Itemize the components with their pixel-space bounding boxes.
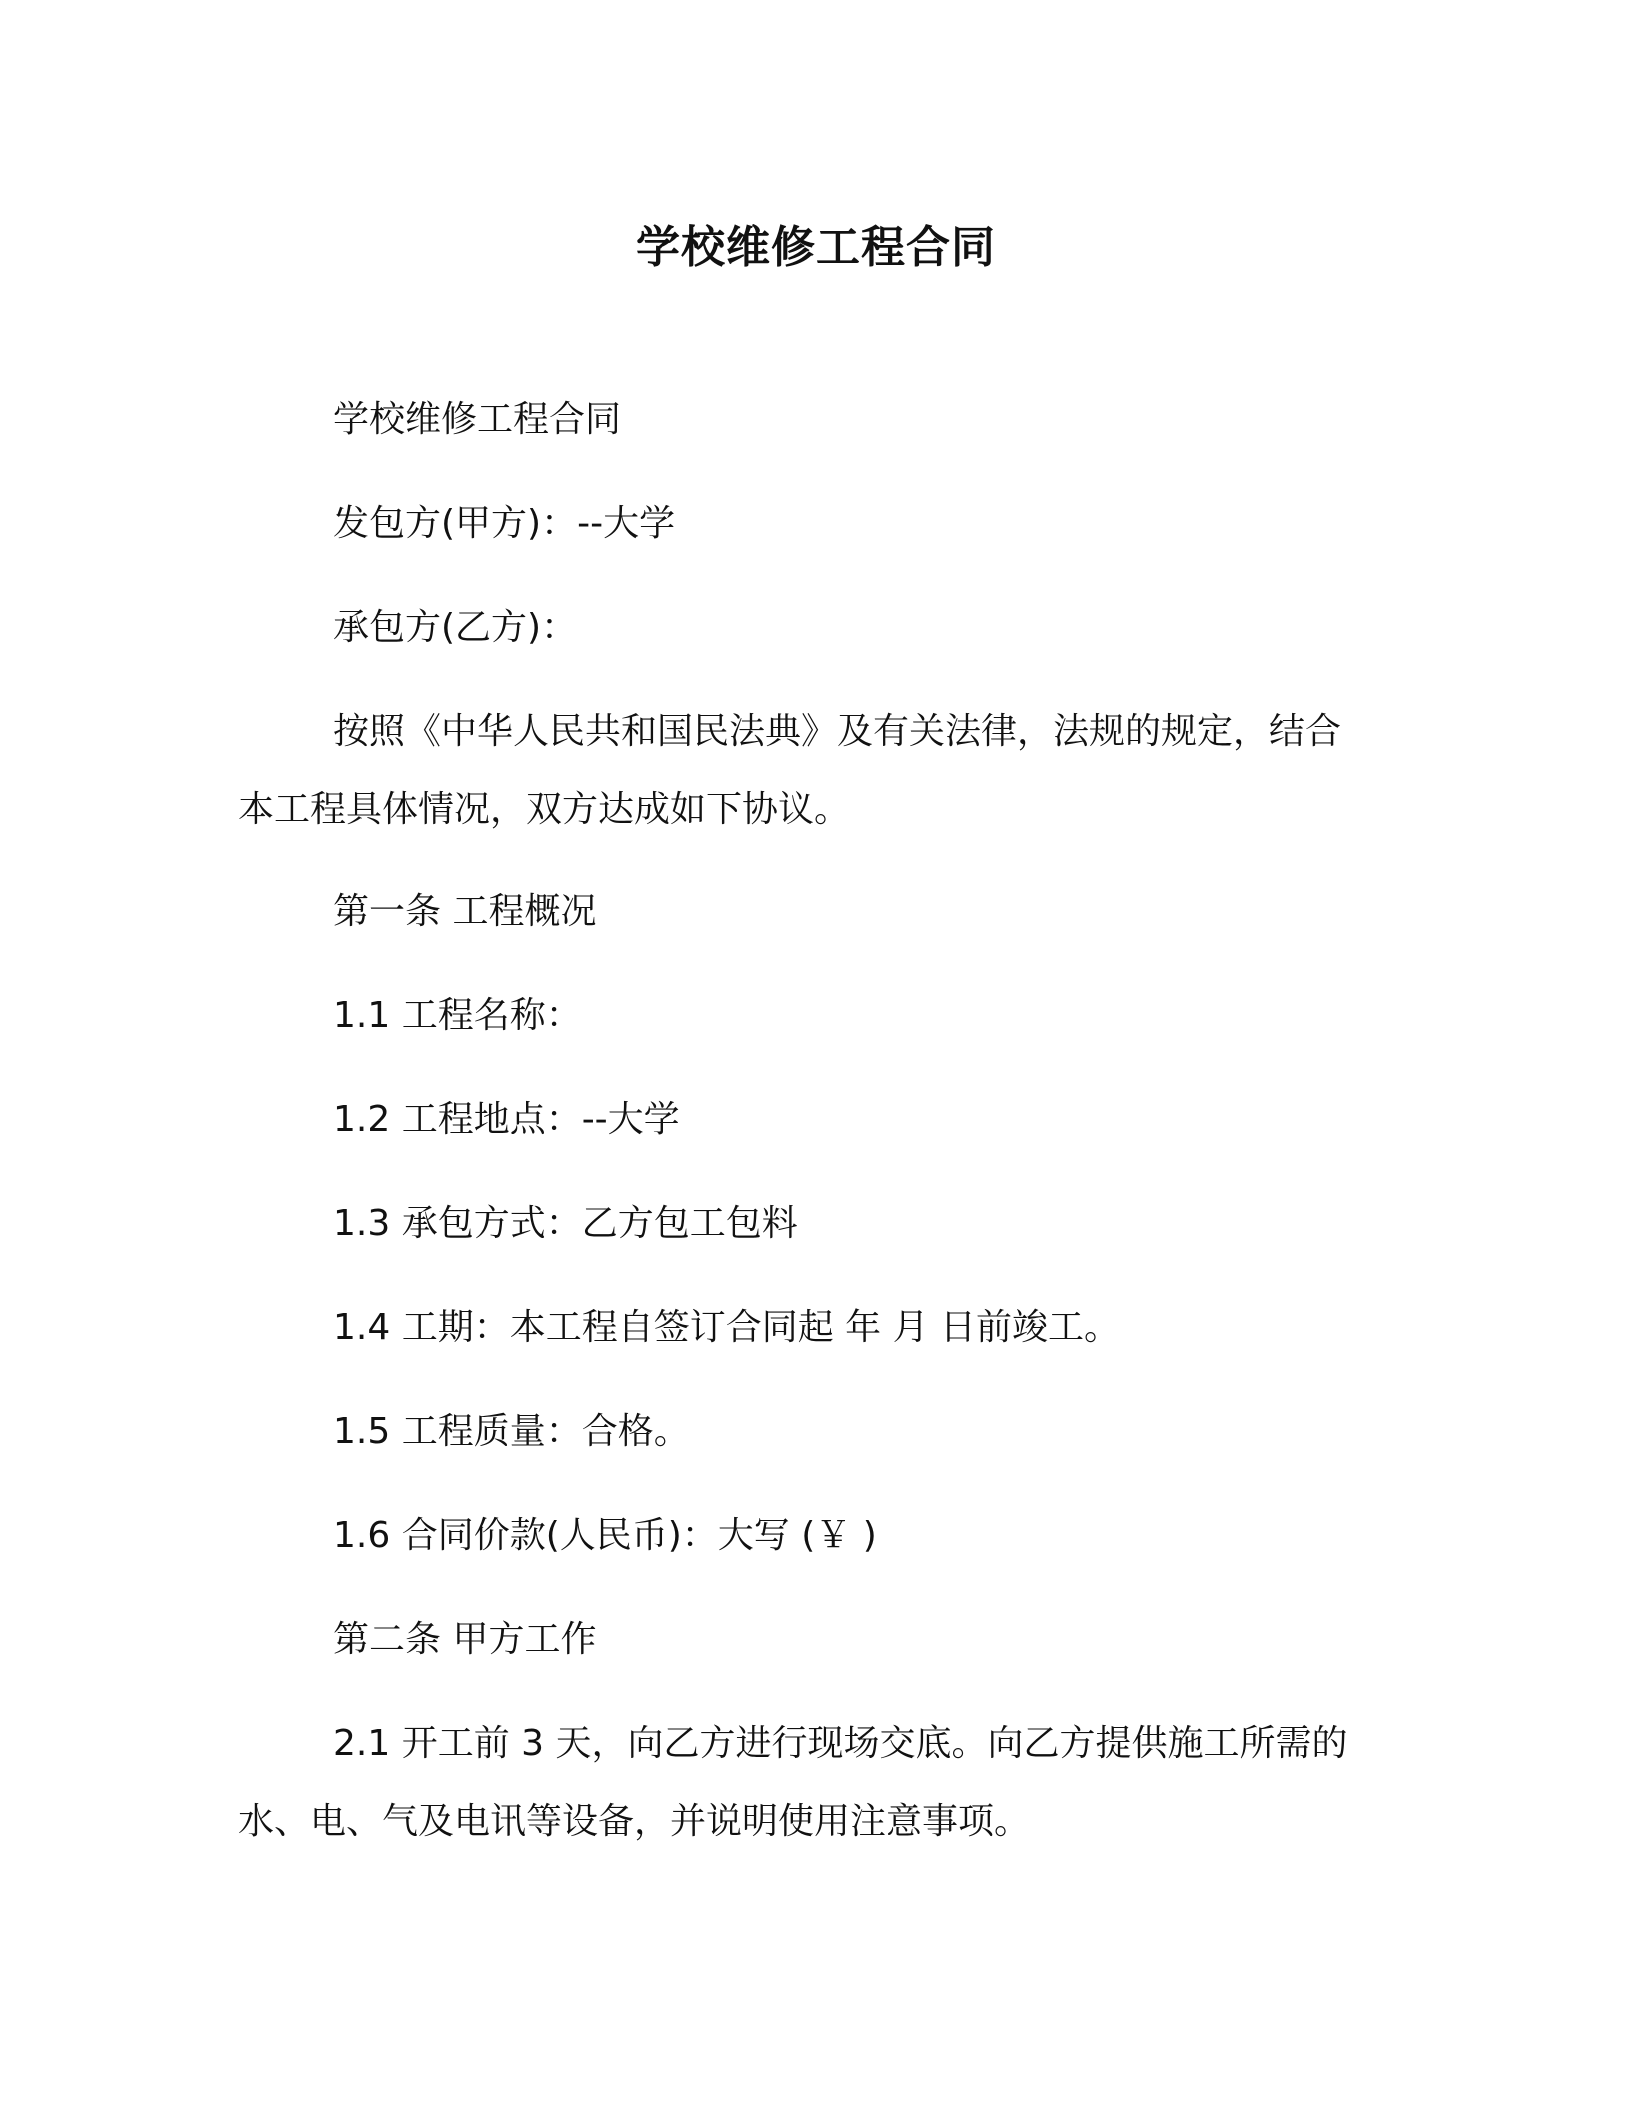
article-2-item-1-line-2: 水、电、气及电讯等设备，并说明使用注意事项。 — [238, 1801, 1031, 1842]
party-a-line: 发包方(甲方)：--大学 — [333, 503, 676, 544]
intro-paragraph — [238, 706, 1388, 836]
article-2-item-1 — [238, 1718, 1388, 1848]
party-b-line: 承包方(乙方)： — [333, 607, 578, 648]
intro-line-2: 本工程具体情况，双方达成如下协议。 — [238, 789, 851, 830]
document-title: 学校维修工程合同 — [636, 222, 996, 273]
article-1-heading: 第一条 工程概况 — [333, 891, 597, 932]
article-1-item-5: 1.5 工程质量：合格。 — [333, 1411, 690, 1452]
article-1-item-2: 1.2 工程地点：--大学 — [333, 1099, 680, 1140]
contract-name-line: 学校维修工程合同 — [333, 399, 622, 440]
article-1-item-1: 1.1 工程名称： — [333, 995, 582, 1036]
article-1-item-3: 1.3 承包方式：乙方包工包料 — [333, 1203, 798, 1244]
article-2-item-1-line-1: 2.1 开工前 3 天，向乙方进行现场交底。向乙方提供施工所需的 — [333, 1723, 1348, 1764]
article-1-item-6: 1.6 合同价款(人民币)：大写 (￥ ) — [333, 1515, 877, 1556]
intro-line-1: 按照《中华人民共和国民法典》及有关法律，法规的规定，结合 — [333, 711, 1342, 752]
article-2-heading: 第二条 甲方工作 — [333, 1619, 597, 1660]
article-1-item-4: 1.4 工期：本工程自签订合同起 年 月 日前竣工。 — [333, 1307, 1121, 1348]
